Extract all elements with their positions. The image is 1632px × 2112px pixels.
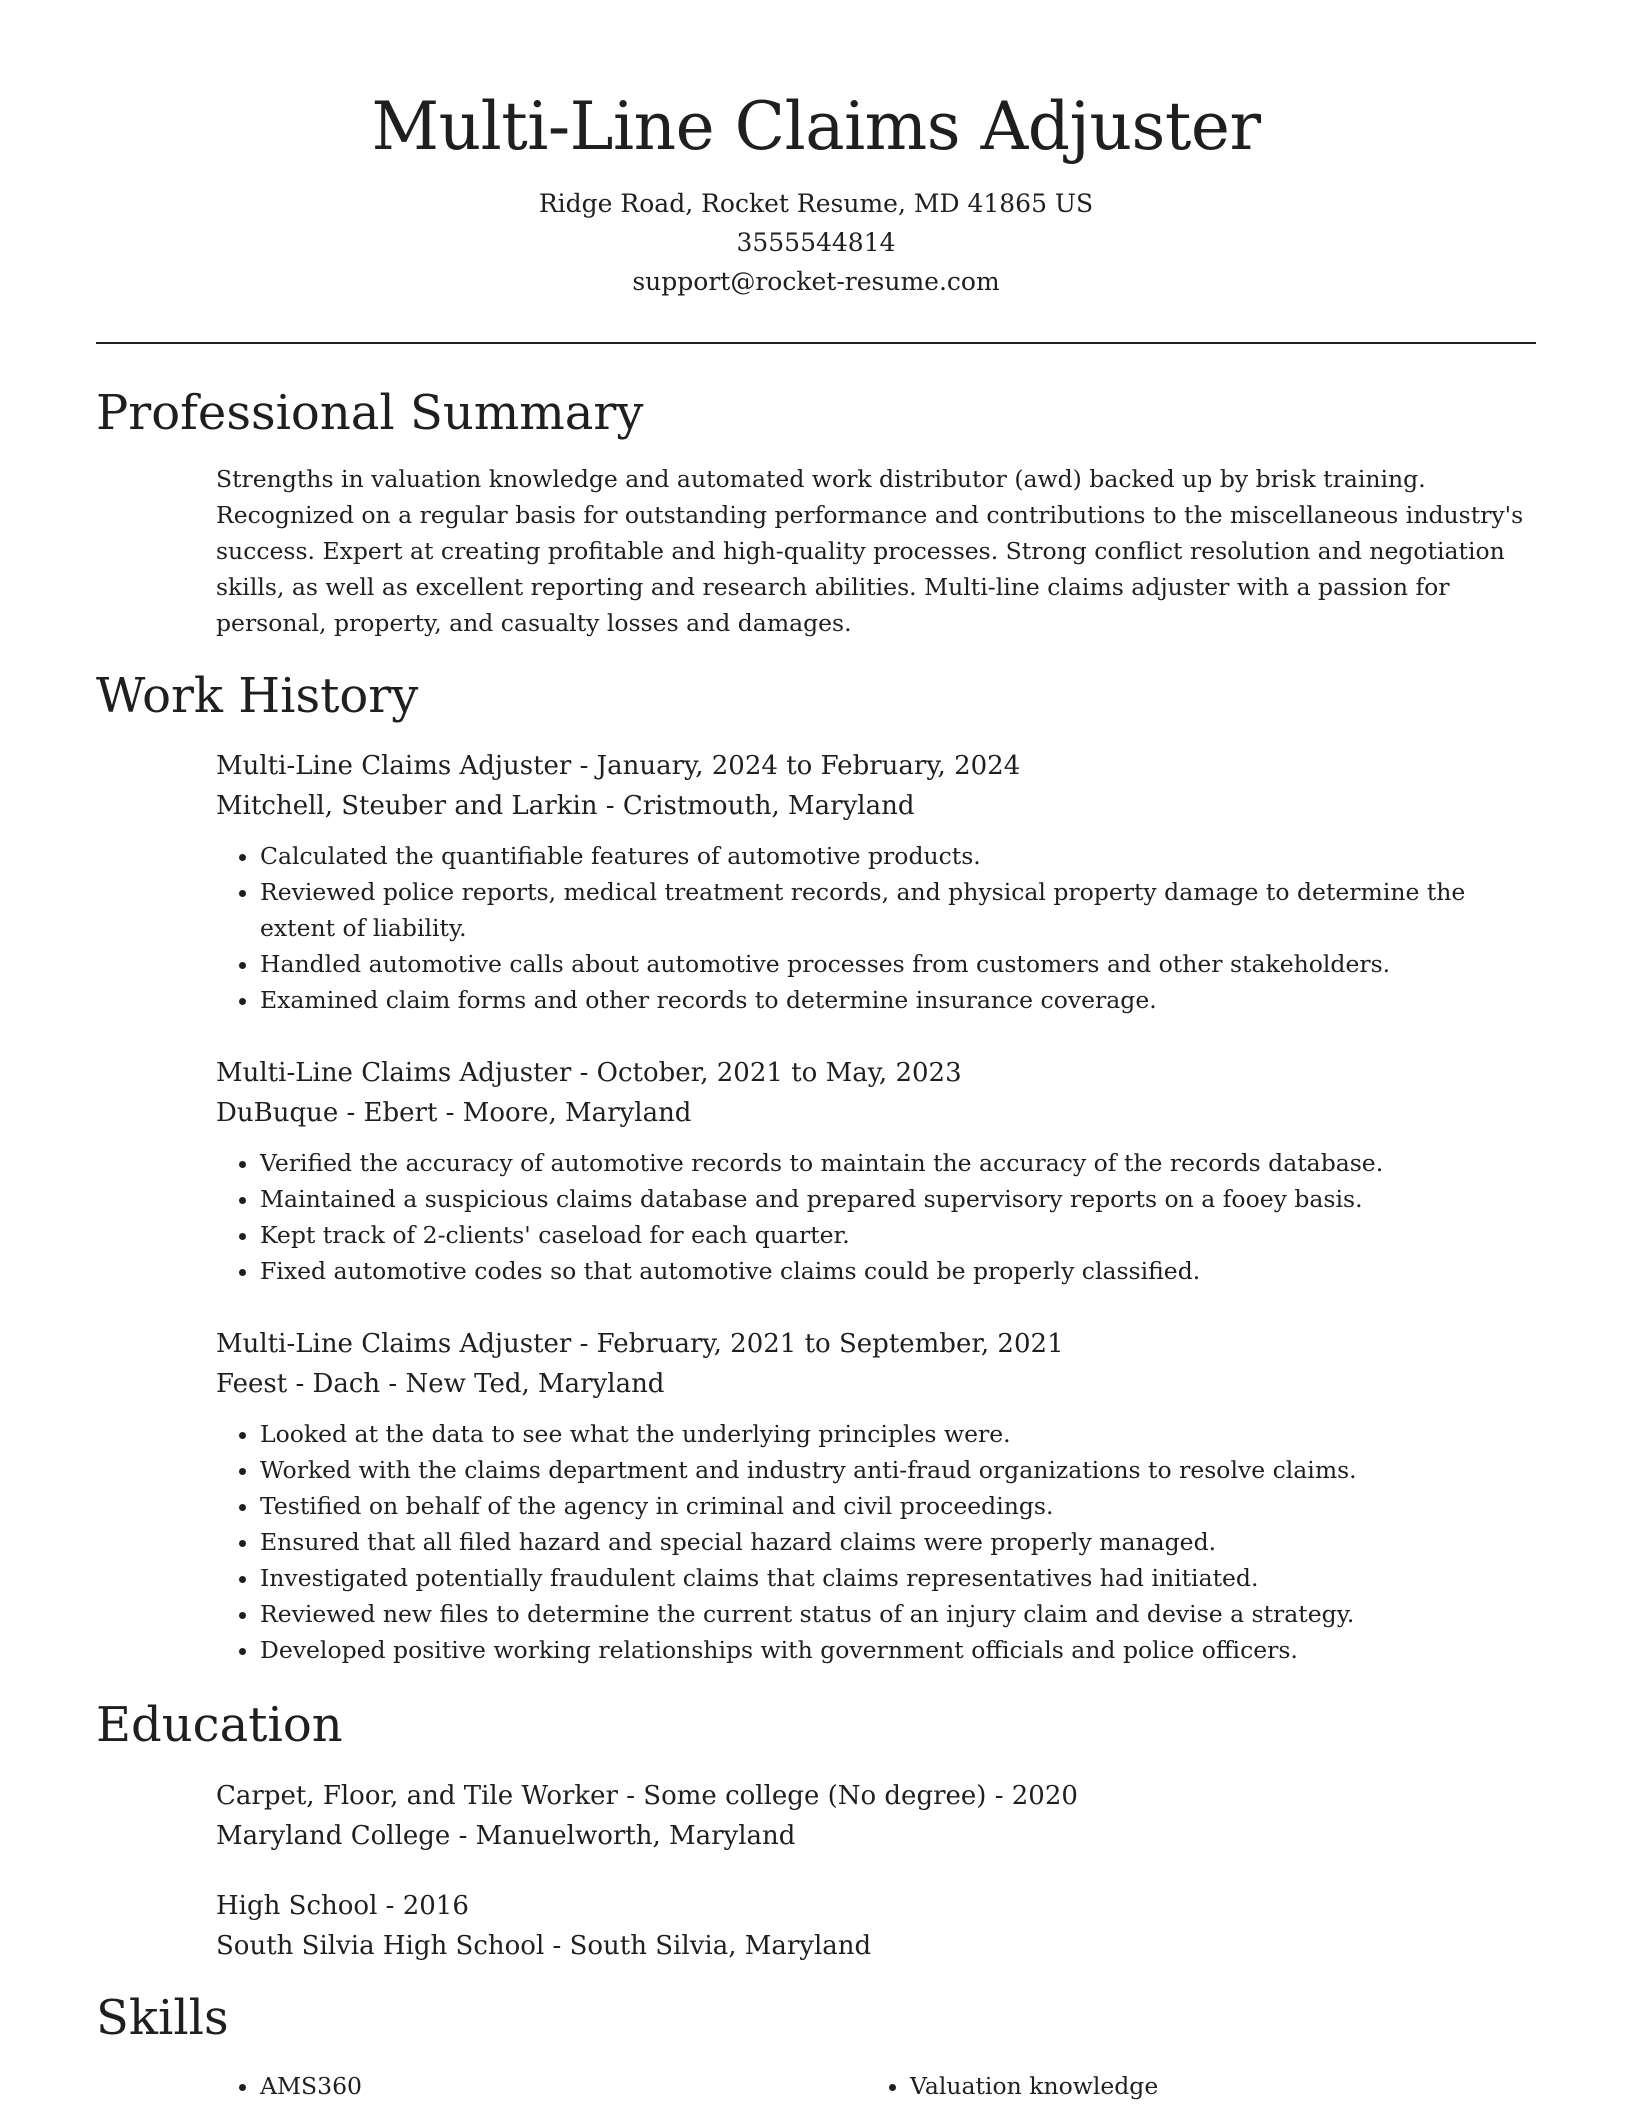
edu-degree-line — [216, 1776, 1536, 1816]
edu-school-line — [216, 1926, 1536, 1966]
job-role: Multi-Line Claims Adjuster — [216, 1058, 572, 1088]
list-item: • Developed positive working relationships with government officials and police officers. — [260, 1632, 1536, 1668]
list-item: • Examined claim forms and other records to determine insurance coverage. — [260, 982, 1536, 1018]
job-title-line — [216, 746, 1536, 786]
education-entry — [216, 1886, 1536, 1966]
phone: 3555544814 — [736, 228, 896, 257]
job-dates: - January, 2024 to February, 2024 — [571, 751, 1021, 781]
edu-location: - South Silvia, Maryland — [544, 1931, 872, 1961]
list-item: • Kept track of 2-clients' caseload for each quarter. — [260, 1217, 1536, 1253]
education-heading: Education — [96, 1697, 343, 1753]
job-title-line — [216, 1324, 1536, 1364]
list-item: • Handled automotive calls about automotive processes from customers and other stakeholders. — [260, 946, 1536, 982]
list-item: • Maintained a suspicious claims database and prepared supervisory reports on a fooey basis. — [260, 1181, 1536, 1217]
job-dates: - February, 2021 to September, 2021 — [571, 1329, 1064, 1359]
job-location: - Moore, Maryland — [437, 1098, 692, 1128]
job-role: Multi-Line Claims Adjuster — [216, 1329, 572, 1359]
edu-degree: High School — [216, 1891, 378, 1921]
address: Ridge Road, Rocket Resume, MD 41865 US — [538, 189, 1094, 218]
list-item: • Reviewed police reports, medical treatment records, and physical property damage to determine the extent of liability. — [260, 874, 1536, 946]
skill-item: • Valuation knowledge — [910, 2068, 1158, 2104]
list-item: • Worked with the claims department and industry anti-fraud organizations to resolve claims. — [260, 1452, 1536, 1488]
summary-heading: Professional Summary — [96, 385, 644, 441]
job-entry — [216, 1324, 1536, 1668]
job-location: - New Ted, Maryland — [380, 1369, 665, 1399]
edu-year: - 2020 — [986, 1781, 1078, 1811]
skills-list-left — [216, 2068, 362, 2104]
edu-school-line — [216, 1816, 1536, 1856]
edu-year: - 2016 — [377, 1891, 469, 1921]
contact-info — [0, 184, 1632, 301]
skill-item: • AMS360 — [260, 2068, 362, 2104]
education-entry — [216, 1776, 1536, 1856]
job-company-line — [216, 1364, 1536, 1404]
candidate-name: Multi-Line Claims Adjuster — [371, 88, 1261, 165]
list-item: • Investigated potentially fraudulent claims that claims representatives had initiated. — [260, 1560, 1536, 1596]
job-company: Feest - Dach — [216, 1369, 381, 1399]
skills-heading: Skills — [96, 1990, 229, 2046]
list-item: • Calculated the quantifiable features of automotive products. — [260, 838, 1536, 874]
job-bullets — [216, 838, 1536, 1018]
edu-degree-line — [216, 1886, 1536, 1926]
list-item: • Verified the accuracy of automotive records to maintain the accuracy of the records database. — [260, 1145, 1536, 1181]
job-company: DuBuque - Ebert — [216, 1098, 438, 1128]
header-divider — [96, 342, 1536, 344]
edu-location: - Manuelworth, Maryland — [450, 1821, 796, 1851]
job-entry — [216, 746, 1536, 1018]
resume-header — [0, 0, 1632, 301]
list-item: • Ensured that all filed hazard and special hazard claims were properly managed. — [260, 1524, 1536, 1560]
job-company-line — [216, 786, 1536, 826]
edu-school: Maryland College — [216, 1821, 451, 1851]
job-bullets — [216, 1416, 1536, 1668]
job-dates: - October, 2021 to May, 2023 — [571, 1058, 962, 1088]
summary-text: Strengths in valuation knowledge and automated work distributor (awd) backed up by brisk training. Recognized on a regular basis for outstanding performance and contributions to the miscellaneous industry's success. Expert at creating profitable and high-quality processes. Strong conflict resolution and negotiation skills, as well as excellent reporting and research abilities. Multi-line claims adjuster with a passion for personal, property, and casualty losses and damages. — [216, 465, 1524, 637]
job-bullets — [216, 1145, 1536, 1289]
list-item: • Fixed automotive codes so that automotive claims could be properly classified. — [260, 1253, 1536, 1289]
email: support@rocket-resume.com — [632, 267, 1000, 296]
job-company: Mitchell, Steuber and Larkin — [216, 791, 598, 821]
job-title-line — [216, 1053, 1536, 1093]
list-item: • Reviewed new files to determine the current status of an injury claim and devise a strategy. — [260, 1596, 1536, 1632]
job-location: - Cristmouth, Maryland — [597, 791, 915, 821]
job-entry — [216, 1053, 1536, 1289]
job-role: Multi-Line Claims Adjuster — [216, 751, 572, 781]
list-item: • Testified on behalf of the agency in criminal and civil proceedings. — [260, 1488, 1536, 1524]
job-company-line — [216, 1093, 1536, 1133]
skills-list-right — [866, 2068, 1158, 2104]
edu-school: South Silvia High School — [216, 1931, 545, 1961]
edu-degree: Carpet, Floor, and Tile Worker - Some college (No degree) — [216, 1781, 987, 1811]
work-history-heading: Work History — [96, 668, 419, 724]
list-item: • Looked at the data to see what the underlying principles were. — [260, 1416, 1536, 1452]
